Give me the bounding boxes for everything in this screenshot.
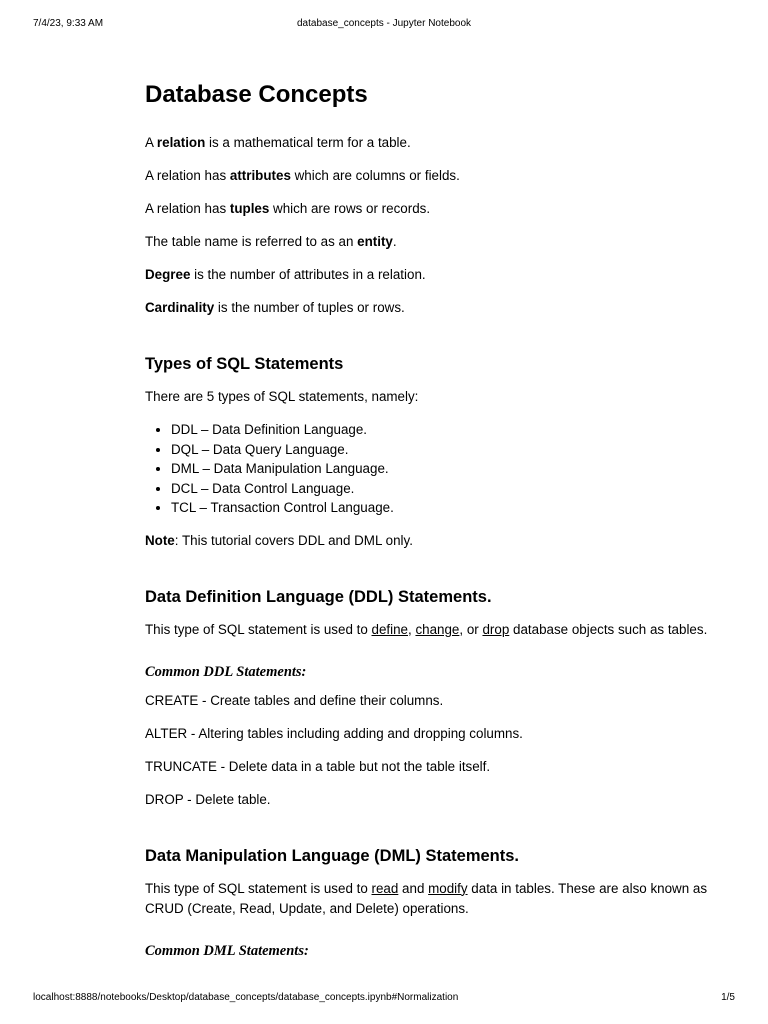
section-heading-ddl: Data Definition Language (DDL) Statements.	[145, 587, 492, 606]
print-url: localhost:8888/notebooks/Desktop/database_concepts/database_concepts.ipynb#Normalization	[33, 992, 459, 1003]
notebook-content	[145, 78, 725, 970]
text: which are columns or fields.	[290, 168, 460, 183]
ddl-description	[145, 620, 725, 640]
link-define[interactable]: define	[371, 621, 408, 637]
text: and	[398, 880, 429, 896]
link-modify[interactable]: modify	[428, 880, 468, 896]
print-header	[33, 18, 735, 32]
dml-subheading: Common DML Statements:	[145, 942, 309, 959]
print-title: database_concepts - Jupyter Notebook	[297, 18, 471, 29]
text: A	[145, 135, 157, 150]
text: is the number of attributes in a relation.	[190, 267, 426, 282]
text: .	[392, 234, 397, 249]
text: is a mathematical term for a table.	[205, 135, 411, 150]
ddl-statement-truncate: TRUNCATE - Delete data in a table but not the table itself.	[145, 758, 491, 774]
ddl-statement-alter: ALTER - Altering tables including adding and dropping columns.	[145, 725, 523, 741]
section-heading-types: Types of SQL Statements	[145, 355, 344, 373]
text: data in tables. These are also known as CRUD (Create, Read, Update, and Delete) operations.	[145, 880, 708, 916]
ddl-statement-create: CREATE - Create tables and define their columns.	[145, 692, 444, 708]
intro-paragraph-tuples	[145, 199, 725, 219]
text: This type of SQL statement is used to	[145, 621, 372, 637]
page-title: Database Concepts	[145, 81, 368, 108]
page-number: 1/5	[721, 992, 735, 1003]
print-date: 7/4/23, 9:33 AM	[33, 18, 104, 29]
term: attributes	[229, 168, 291, 183]
dml-description	[145, 879, 725, 919]
term: tuples	[229, 201, 270, 216]
intro-paragraph-relation	[145, 133, 725, 153]
sql-types-list	[145, 420, 725, 518]
term: Degree	[145, 267, 191, 282]
list-item: • DCL – Data Control Language.	[171, 479, 725, 499]
text: A relation has	[145, 168, 230, 183]
ddl-subheading: Common DDL Statements:	[145, 663, 307, 680]
link-change[interactable]: change	[415, 621, 460, 637]
intro-paragraph-entity	[145, 232, 725, 252]
link-read[interactable]: read	[371, 880, 399, 896]
intro-paragraph-attributes	[145, 166, 725, 186]
note-text: : This tutorial covers DDL and DML only.	[174, 532, 413, 548]
text: , or	[459, 621, 483, 637]
section-heading-dml: Data Manipulation Language (DML) Statements.	[145, 846, 520, 865]
print-footer	[33, 992, 735, 1006]
ddl-statement-drop: DROP - Delete table.	[145, 791, 271, 807]
text: This type of SQL statement is used to	[145, 880, 372, 896]
text: ,	[408, 621, 416, 637]
term: Cardinality	[145, 300, 215, 315]
note-paragraph	[145, 531, 725, 551]
text: The table name is referred to as an	[145, 234, 358, 249]
list-item: • DML – Data Manipulation Language.	[171, 459, 725, 479]
text: database objects such as tables.	[509, 621, 708, 637]
term: entity	[357, 234, 393, 249]
link-drop[interactable]: drop	[482, 621, 510, 637]
list-item: • DQL – Data Query Language.	[171, 440, 725, 460]
text: A relation has	[145, 201, 230, 216]
note-label: Note	[145, 532, 175, 548]
text: which are rows or records.	[269, 201, 431, 216]
term: relation	[156, 135, 206, 150]
list-item: • TCL – Transaction Control Language.	[171, 498, 725, 518]
types-intro: There are 5 types of SQL statements, namely:	[145, 389, 419, 404]
intro-paragraph-degree	[145, 265, 725, 285]
list-item: • DDL – Data Definition Language.	[171, 420, 725, 440]
intro-paragraph-cardinality	[145, 298, 725, 318]
text: is the number of tuples or rows.	[214, 300, 405, 315]
